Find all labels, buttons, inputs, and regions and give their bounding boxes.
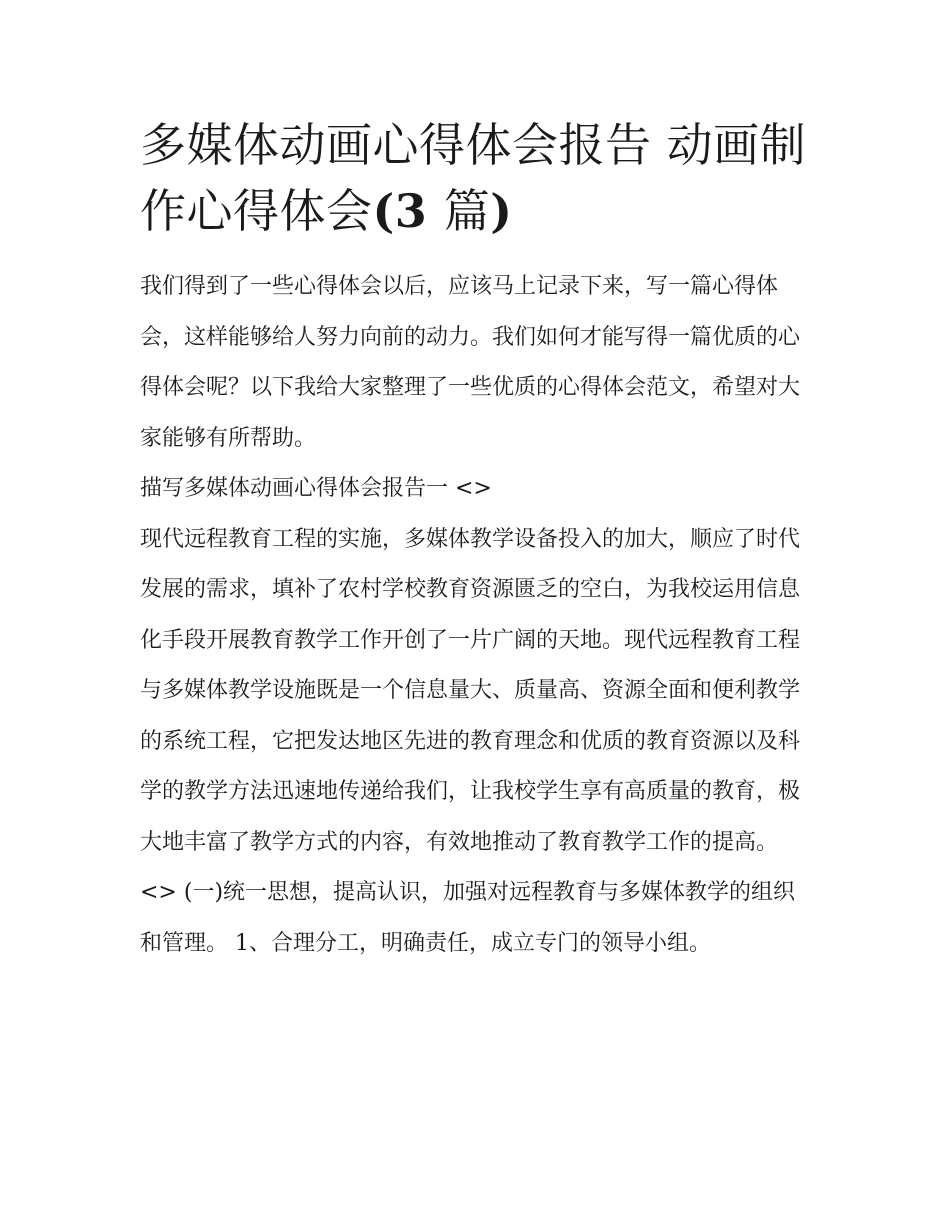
title-text: 多媒体动画心得体会报告 动画制作心得体会	[140, 118, 807, 238]
section-heading: 描写多媒体动画心得体会报告一 <>	[140, 476, 492, 501]
title-count-close: )	[490, 184, 513, 238]
body-paragraph: 现代远程教育工程的实施，多媒体教学设备投入的加大，顺应了时代发展的需求，填补了农村学校教育资源匮乏的空白，为我校运用信息化手段开展教育教学工作开创了一片广阔的天地。现代远程教育工程与多媒体教学设施既是一个信息量大、质量高、资源全面和便利教学的系统工程，它把发达地区先进的教育理念和优质的教育资源以及科学的教学方法迅速地传递给我们，让我校学生享有高质量的教育，极大地丰富了教学方式的内容，有效地推动了教育教学工作的提高。	[140, 526, 801, 855]
subsection-paragraph: <> (一)统一思想，提高认识，加强对远程教育与多媒体教学的组织和管理。 1、合理分工，明确责任，成立专门的领导小组。	[140, 880, 796, 956]
intro-paragraph: 我们得到了一些心得体会以后，应该马上记录下来，写一篇心得体会，这样能够给人努力向前的动力。我们如何才能写得一篇优质的心得体会呢？以下我给大家整理了一些优质的心得体会范文，希望对大家能够有所帮助。	[140, 274, 801, 451]
document-page	[140, 112, 812, 969]
title-spacer	[140, 244, 812, 262]
document-title	[140, 112, 812, 244]
title-count: (3	[372, 184, 444, 238]
title-count-unit: 篇	[443, 184, 491, 238]
